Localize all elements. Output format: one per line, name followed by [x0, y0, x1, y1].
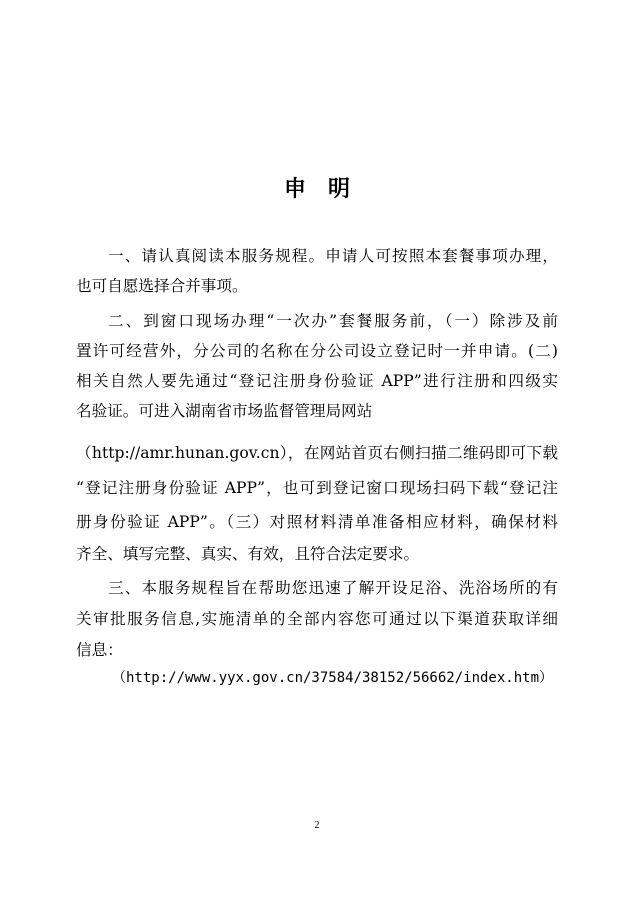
paragraph-2-line-3: 相关自然人要先通过“登记注册身份验证 APP”进行注册和四级实: [76, 372, 558, 390]
page-title: 申 明: [283, 177, 350, 202]
paragraph-2-line-2: 置许可经营外，分公司的名称在分公司设立登记时一并申请。(二): [76, 342, 558, 360]
paragraph-1-line-1: 一、请认真阅读本服务规程。申请人可按照本套餐事项办理，: [108, 247, 558, 265]
info-url: （http://www.yyx.gov.cn/37584/38152/56662/index.htm）: [112, 670, 554, 686]
paragraph-3-line-3: 信息：: [76, 641, 123, 659]
paragraph-2-line-4: 名验证。可进入湖南省市场监督管理局网站: [76, 402, 373, 420]
paragraph-2-line-8: 齐全、填写完整、真实、有效，且符合法定要求。: [76, 545, 420, 563]
paragraph-3-line-1: 三、本服务规程旨在帮助您迅速了解开设足浴、洗浴场所的有: [108, 579, 558, 597]
paragraph-2-line-6: “登记注册身份验证 APP”，也可到登记窗口现场扫码下载“登记注: [76, 479, 558, 497]
paragraph-3-line-2: 关审批服务信息,实施清单的全部内容您可通过以下渠道获取详细: [76, 610, 558, 628]
paragraph-2-line-5: （http://amr.hunan.gov.cn），在网站首页右侧扫描二维码即可下载: [76, 444, 558, 462]
paragraph-2-line-1: 二、到窗口现场办理“一次办”套餐服务前，（一）除涉及前: [108, 312, 558, 330]
paragraph-2-line-7: 册身份验证 APP”。（三）对照材料清单准备相应材料，确保材料: [76, 513, 558, 531]
page-number: 2: [314, 820, 320, 831]
paragraph-1-line-2: 也可自愿选择合并事项。: [76, 277, 248, 295]
